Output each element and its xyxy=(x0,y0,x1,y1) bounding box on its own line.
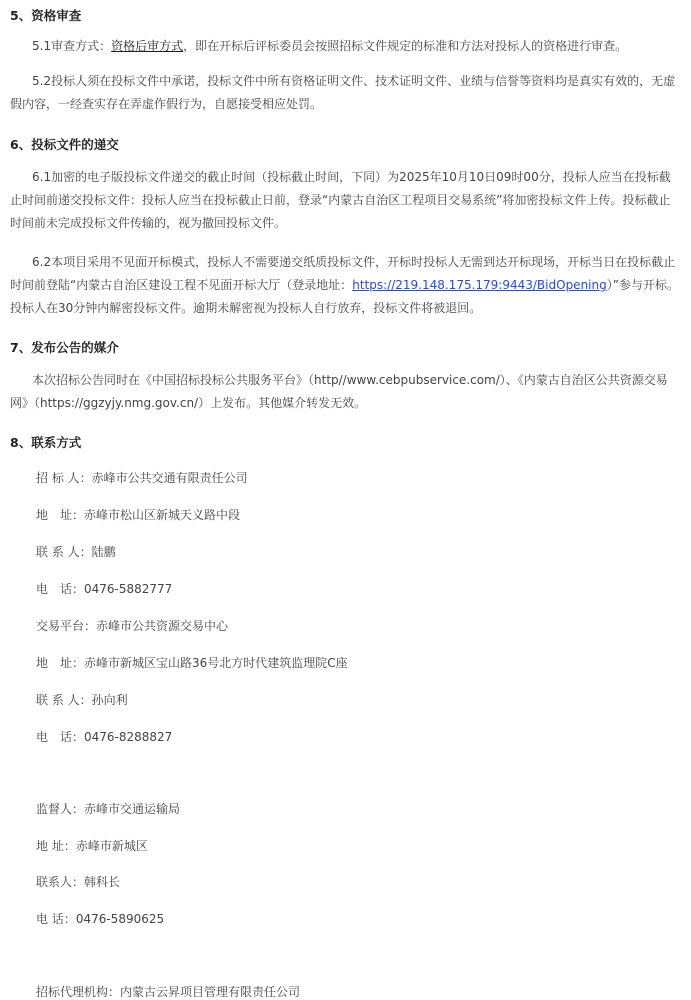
contact-line: 地 址：赤峰市松山区新城天义路中段 xyxy=(36,508,241,522)
section-5-paragraph-1 xyxy=(10,35,680,58)
contact-line: 电 话：0476-8288827 xyxy=(36,730,173,744)
contact-line: 招标代理机构：内蒙古云昇项目管理有限责任公司 xyxy=(36,985,301,999)
contact-line: 监督人：赤峰市交通运输局 xyxy=(36,802,181,816)
section-8-heading: 8、联系方式 xyxy=(10,435,82,450)
review-method-value: 资格后审方式 xyxy=(111,39,184,53)
review-method-description: ，即在开标后评标委员会按照招标文件规定的标准和方法对投标人的资格进行审查。 xyxy=(183,39,628,53)
contact-line: 联 系 人：陆鹏 xyxy=(36,545,116,559)
contact-line: 电 话：0476-5882777 xyxy=(36,582,173,596)
bid-opening-text-end: ）”参与开标。投标人在30分钟内解密投标文件。逾期未解密视为投标人自行放弃，投标文件将被退回。 xyxy=(10,278,679,315)
section-6-heading: 6、投标文件的递交 xyxy=(10,137,119,152)
bid-opening-link[interactable]: https://219.148.175.179:9443/BidOpening xyxy=(352,278,607,292)
contact-line: 联 系 人：孙向利 xyxy=(36,693,128,707)
review-method-label: 5.1审查方式： xyxy=(32,39,112,53)
section-6-paragraph-2 xyxy=(10,251,680,320)
section-6-paragraph-1: 6.1加密的电子版投标文件递交的截止时间（投标截止时间，下同）为2025年10月10日09时00分，投标人应当在投标截止时间前递交投标文件：投标人应当在投标截止日前，登录“内蒙古自治区工程项目交易系统”将加密投标文件上传。投标截止时间前未完成投标文件传输的，视为撤回投标文件。 xyxy=(10,170,671,230)
contact-line: 交易平台：赤峰市公共资源交易中心 xyxy=(36,619,229,633)
contact-line: 招 标 人：赤峰市公共交通有限责任公司 xyxy=(36,471,248,485)
contact-line: 地 址：赤峰市新城区宝山路36号北方时代建筑监理院C座 xyxy=(36,656,348,670)
section-7-paragraph-1: 本次招标公告同时在《中国招标投标公共服务平台》（http//www.cebpubservice.com/）、《内蒙古自治区公共资源交易网》（https://ggzyjy.nmg.gov.cn/）上发布。其他媒介转发无效。 xyxy=(10,373,668,410)
section-7-heading: 7、发布公告的媒介 xyxy=(10,340,119,355)
contact-line: 地 址：赤峰市新城区 xyxy=(36,839,148,853)
contact-line: 联系人：韩科长 xyxy=(36,875,121,889)
section-5-paragraph-2: 5.2投标人须在投标文件中承诺，投标文件中所有资格证明文件、技术证明文件、业绩与信誉等资料均是真实有效的，无虚假内容，一经查实存在弄虚作假行为，自愿接受相应处罚。 xyxy=(10,74,676,111)
bid-opening-text: 6.2本项目采用不见面开标模式，投标人不需要递交纸质投标文件，开标时投标人无需到达开标现场，开标当日在投标截止时间前登陆“内蒙古自治区建设工程不见面开标大厅（登录地址： xyxy=(10,255,676,292)
contact-line: 电 话：0476-5890625 xyxy=(36,912,165,926)
section-5-heading: 5、资格审查 xyxy=(10,8,82,23)
